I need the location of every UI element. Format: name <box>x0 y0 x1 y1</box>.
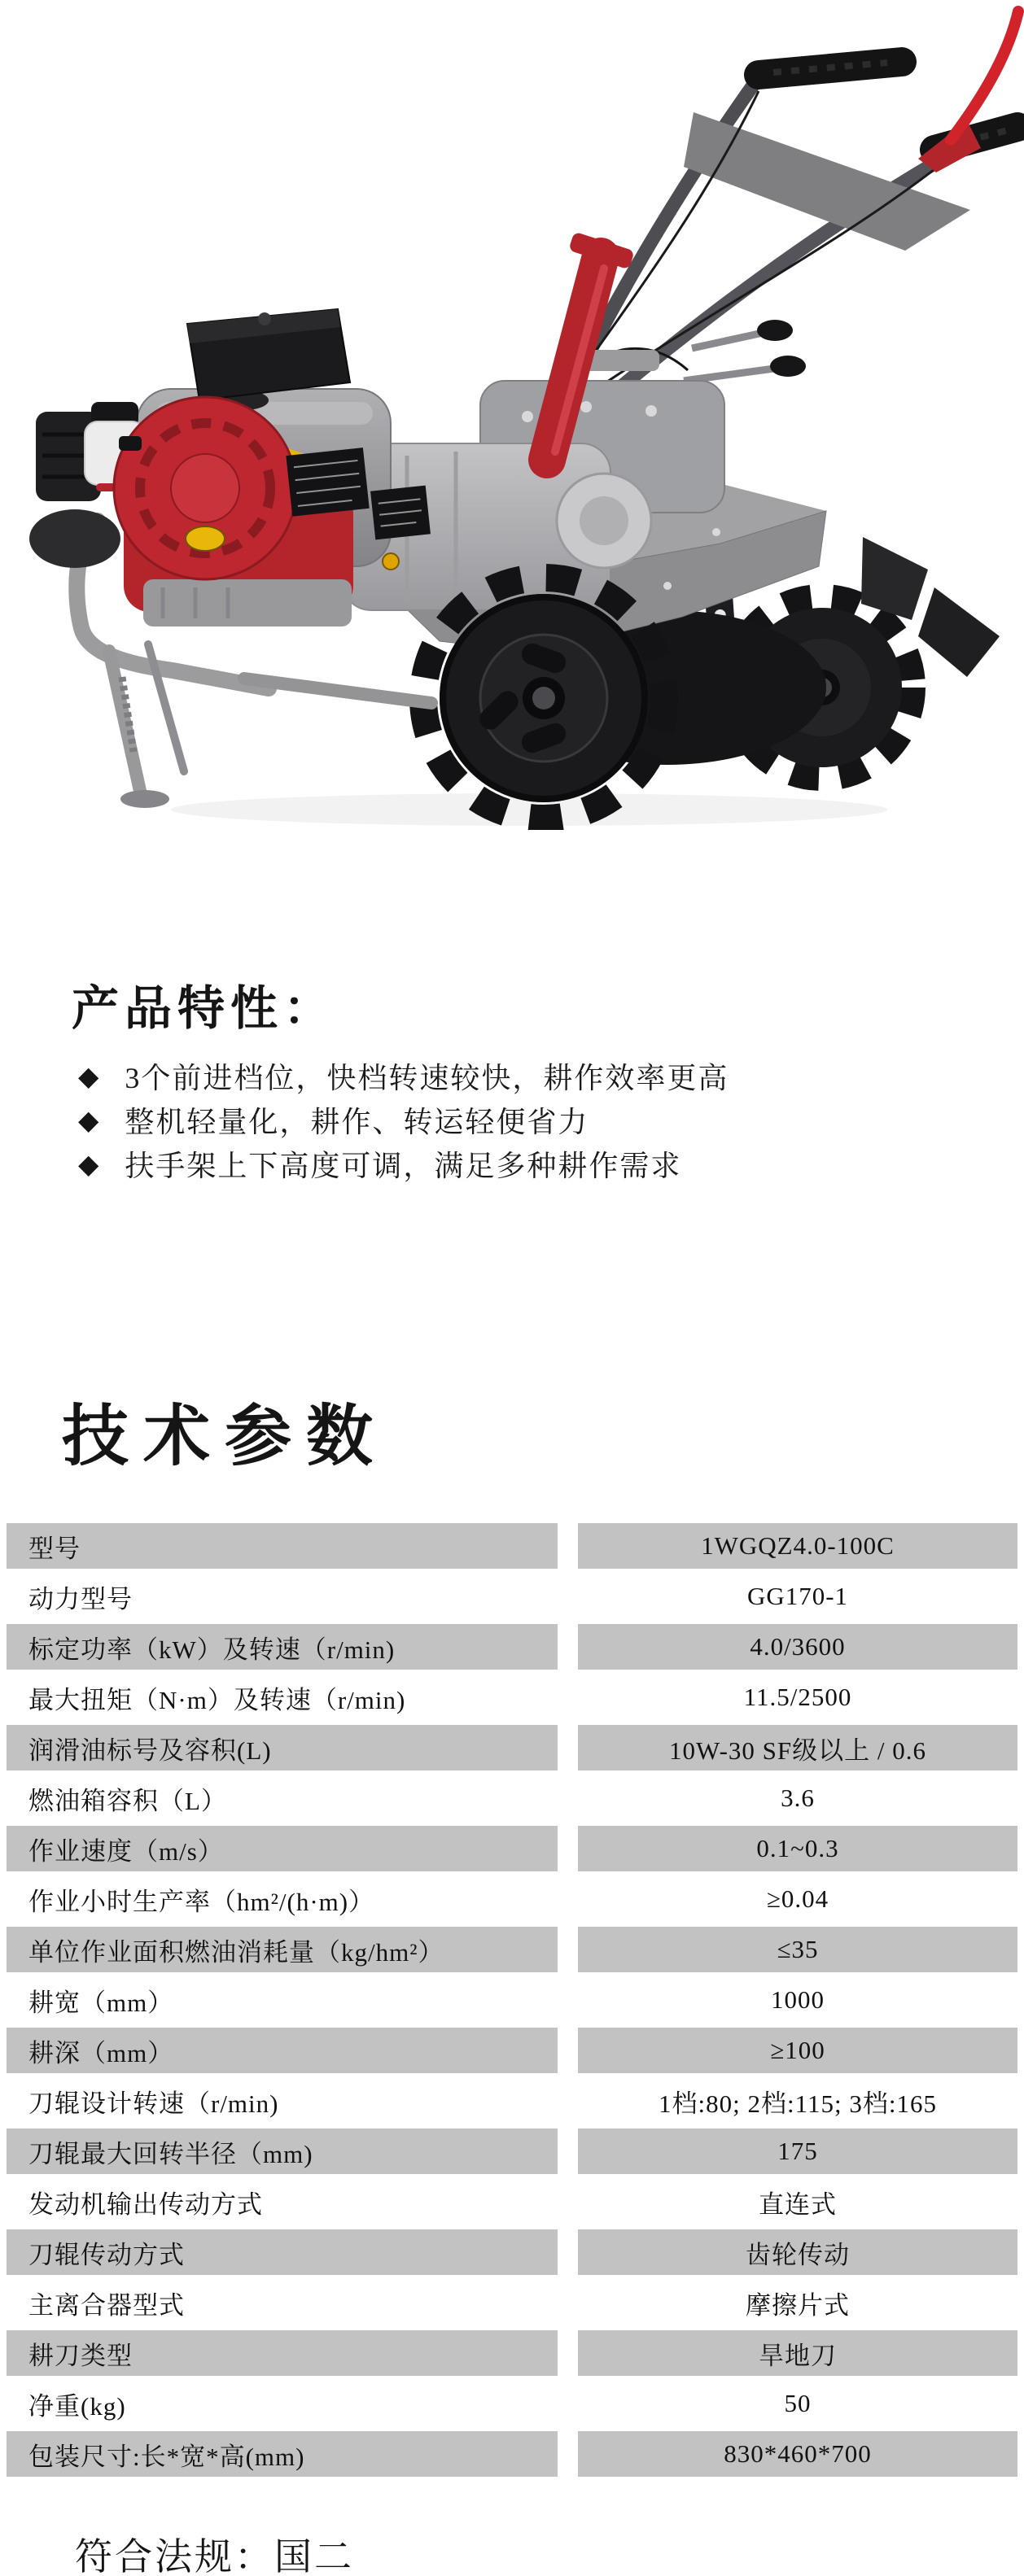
spec-value: 齿轮传动 <box>578 2229 1017 2275</box>
feature-item <box>78 1054 729 1098</box>
column-gap <box>558 1977 578 2023</box>
spec-label: 最大扭矩（N·m）及转速（r/min) <box>28 1685 406 1714</box>
spec-row-rotor-speed <box>7 2078 1017 2124</box>
compliance-note: 符合法规：国二 <box>75 2536 354 2576</box>
model-sticker-icon <box>370 486 431 540</box>
spec-label: 动力型号 <box>28 1584 133 1613</box>
spec-label: 燃油箱容积（L） <box>28 1786 227 1815</box>
column-gap <box>558 1624 578 1670</box>
feature-text: 3个前进档位，快档转速较快，耕作效率更高 <box>125 1061 729 1094</box>
spec-value: 直连式 <box>759 2190 837 2219</box>
spec-value: 摩擦片式 <box>746 2290 850 2320</box>
spec-value: GG170-1 <box>746 1582 849 1610</box>
spec-value: 0.1~0.3 <box>578 1826 1017 1871</box>
column-gap <box>558 1876 578 1922</box>
spec-value: 1WGQZ4.0-100C <box>578 1523 1017 1569</box>
column-gap <box>558 2229 578 2275</box>
spec-row-blade-type <box>7 2330 1017 2376</box>
spec-value: 830*460*700 <box>578 2431 1017 2477</box>
spec-value: 11.5/2500 <box>743 1683 852 1711</box>
column-gap <box>558 2128 578 2174</box>
spec-label: 作业小时生产率（hm²/(h·m)） <box>28 1887 375 1916</box>
column-gap <box>558 1927 578 1972</box>
column-gap <box>558 1826 578 1871</box>
clutch-lever-icon <box>918 11 1018 172</box>
spec-row-model <box>7 1523 1017 1569</box>
spec-row-fuel-consumption <box>7 1927 1017 1972</box>
feature-text: 扶手架上下高度可调，满足多种耕作需求 <box>125 1149 682 1182</box>
spec-row-engine-output <box>7 2179 1017 2225</box>
spec-label: 包装尺寸:长*宽*高(mm) <box>7 2431 558 2477</box>
spec-label: 作业速度（m/s） <box>7 1826 558 1871</box>
spec-value: 50 <box>784 2389 812 2417</box>
spec-label: 主离合器型式 <box>28 2290 185 2320</box>
column-gap <box>558 2431 578 2477</box>
spec-row-rotor-radius <box>7 2128 1017 2174</box>
spec-value: 3.6 <box>781 1784 815 1812</box>
spec-sticker-icon <box>286 448 369 517</box>
column-gap <box>558 2078 578 2124</box>
spec-label: 型号 <box>7 1523 558 1569</box>
feature-item <box>78 1142 729 1185</box>
spec-value: 1档:80; 2档:115; 3档:165 <box>659 2089 937 2118</box>
column-gap <box>558 2179 578 2225</box>
spec-value: ≥100 <box>578 2028 1017 2073</box>
spec-label: 耕宽（mm） <box>28 1988 174 2017</box>
column-gap <box>558 1725 578 1770</box>
column-gap <box>558 2381 578 2426</box>
spec-row-tilling-width <box>7 1977 1017 2023</box>
spec-label: 润滑油标号及容积(L) <box>7 1725 558 1770</box>
spec-label: 刀辊传动方式 <box>7 2229 558 2275</box>
spec-row-rated-power <box>7 1624 1017 1670</box>
air-filter <box>187 309 350 400</box>
spec-row-lubricant <box>7 1725 1017 1770</box>
column-gap <box>558 2028 578 2073</box>
spec-row-productivity <box>7 1876 1017 1922</box>
column-gap <box>558 1574 578 1619</box>
left-grip-icon <box>759 62 902 75</box>
spec-row-net-weight <box>7 2381 1017 2426</box>
feature-list <box>78 1054 729 1185</box>
spec-value: 4.0/3600 <box>578 1624 1017 1670</box>
recoil-cover-icon <box>114 397 296 579</box>
spec-label: 单位作业面积燃油消耗量（kg/hm²） <box>7 1927 558 1972</box>
diamond-bullet-icon: ◆ <box>78 1059 101 1092</box>
spec-row-max-torque <box>7 1674 1017 1720</box>
spec-row-tilling-depth <box>7 2028 1017 2073</box>
spec-value: ≤35 <box>578 1927 1017 1972</box>
spec-table <box>7 1523 1017 2482</box>
spec-row-fuel-tank <box>7 1775 1017 1821</box>
spec-label: 刀辊设计转速（r/min) <box>28 2089 279 2118</box>
spec-row-work-speed <box>7 1826 1017 1871</box>
column-gap <box>558 2330 578 2376</box>
column-gap <box>558 1775 578 1821</box>
spec-row-rotor-drive <box>7 2229 1017 2275</box>
features-heading: 产品特性： <box>72 982 337 1035</box>
product-photo <box>0 0 1024 830</box>
spec-row-clutch-type <box>7 2280 1017 2325</box>
spec-label: 耕深（mm） <box>7 2028 558 2073</box>
spec-row-engine-model <box>7 1574 1017 1619</box>
spec-value: ≥0.04 <box>766 1884 829 1913</box>
spec-label: 标定功率（kW）及转速（r/min) <box>7 1624 558 1670</box>
column-gap <box>558 1523 578 1569</box>
column-gap <box>558 2280 578 2325</box>
spec-label: 发动机输出传动方式 <box>28 2190 263 2219</box>
diamond-bullet-icon: ◆ <box>78 1103 101 1136</box>
spec-label: 耕刀类型 <box>7 2330 558 2376</box>
feature-item <box>78 1098 729 1142</box>
spec-value: 10W-30 SF级以上 / 0.6 <box>578 1725 1017 1770</box>
spec-value: 1000 <box>771 1985 825 2014</box>
specs-heading: 技术参数 <box>62 1399 388 1474</box>
column-gap <box>558 1674 578 1720</box>
spec-value: 175 <box>578 2128 1017 2174</box>
spec-label: 刀辊最大回转半径（mm) <box>7 2128 558 2174</box>
spec-row-package-size <box>7 2431 1017 2477</box>
spec-label: 净重(kg) <box>28 2391 126 2421</box>
spec-value: 旱地刀 <box>578 2330 1017 2376</box>
feature-text: 整机轻量化，耕作、转运轻便省力 <box>125 1105 589 1138</box>
diamond-bullet-icon: ◆ <box>78 1147 101 1180</box>
